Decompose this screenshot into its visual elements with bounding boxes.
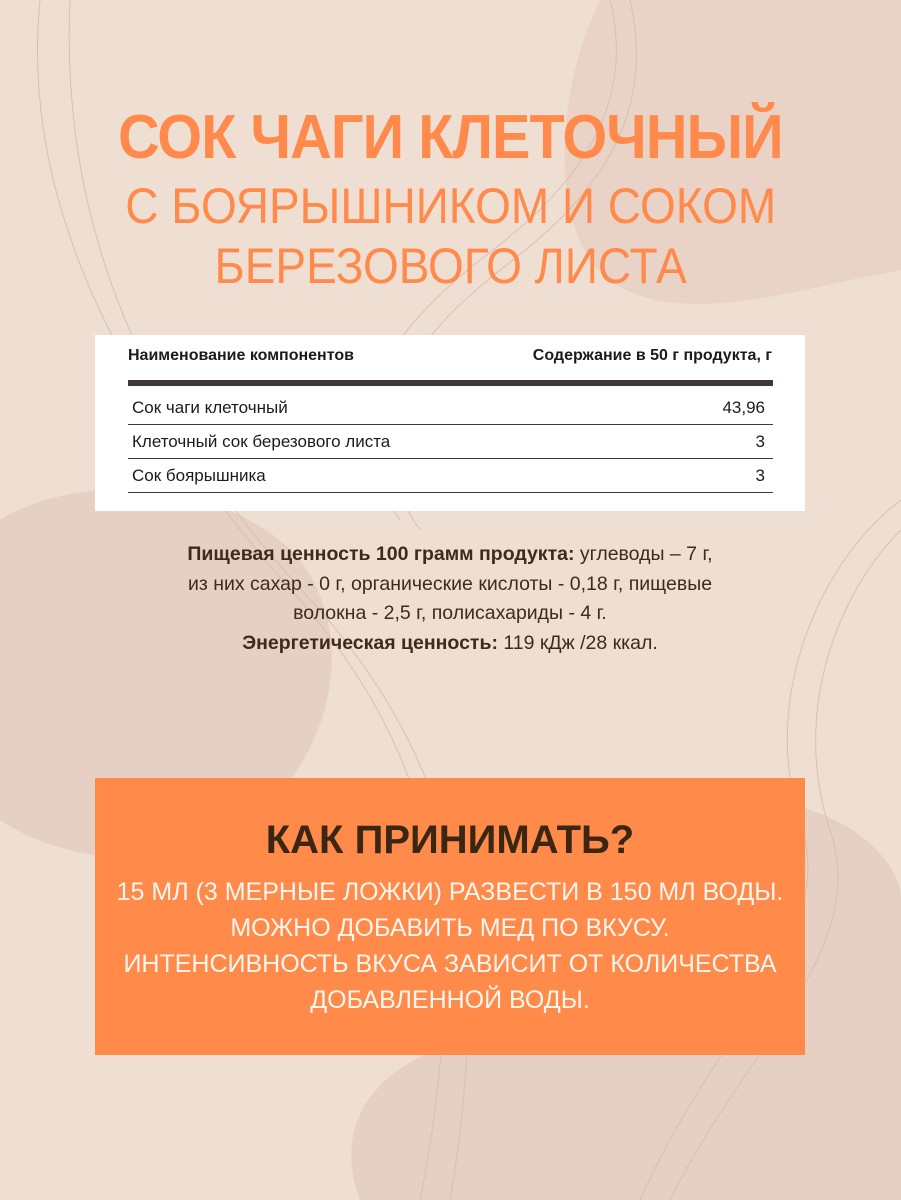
product-title: СОК ЧАГИ КЛЕТОЧНЫЙ [118,103,783,172]
table-header [128,347,772,365]
table-row: Сок чаги клеточный 43,96 [128,391,773,425]
how-to-take-panel [95,778,805,1055]
product-subtitle: С БОЯРЫШНИКОМ И СОКОМ БЕРЕЗОВОГО ЛИСТА [125,178,776,294]
nutrition-info: Пищевая ценность 100 грамм продукта: углеводы – 7 г, из них сахар - 0 г, органические кислоты - 0,18 г, пищевые волокна - 2,5 г, полисахариды - 4 г. Энергетическая ценность: 119 кДж /28 ккал. [187,543,713,654]
how-to-heading: КАК ПРИНИМАТЬ? [265,818,635,862]
how-to-instructions: 15 МЛ (3 МЕРНЫЕ ЛОЖКИ) РАЗВЕСТИ В 150 МЛ ВОДЫ. МОЖНО ДОБАВИТЬ МЕД ПО ВКУСУ. ИНТЕНСИВНОСТЬ ВКУСА ЗАВИСИТ ОТ КОЛИЧЕСТВА ДОБАВЛЕННОЙ ВОДЫ. [116,878,784,1014]
header-divider [128,380,773,386]
column-header-content: Содержание в 50 г продукта, г [532,347,772,364]
column-header-name: Наименование компонентов [128,347,354,364]
composition-table [95,335,805,511]
table-row: Клеточный сок березового листа 3 [128,425,773,459]
table-row: Сок боярышника 3 [128,459,773,493]
